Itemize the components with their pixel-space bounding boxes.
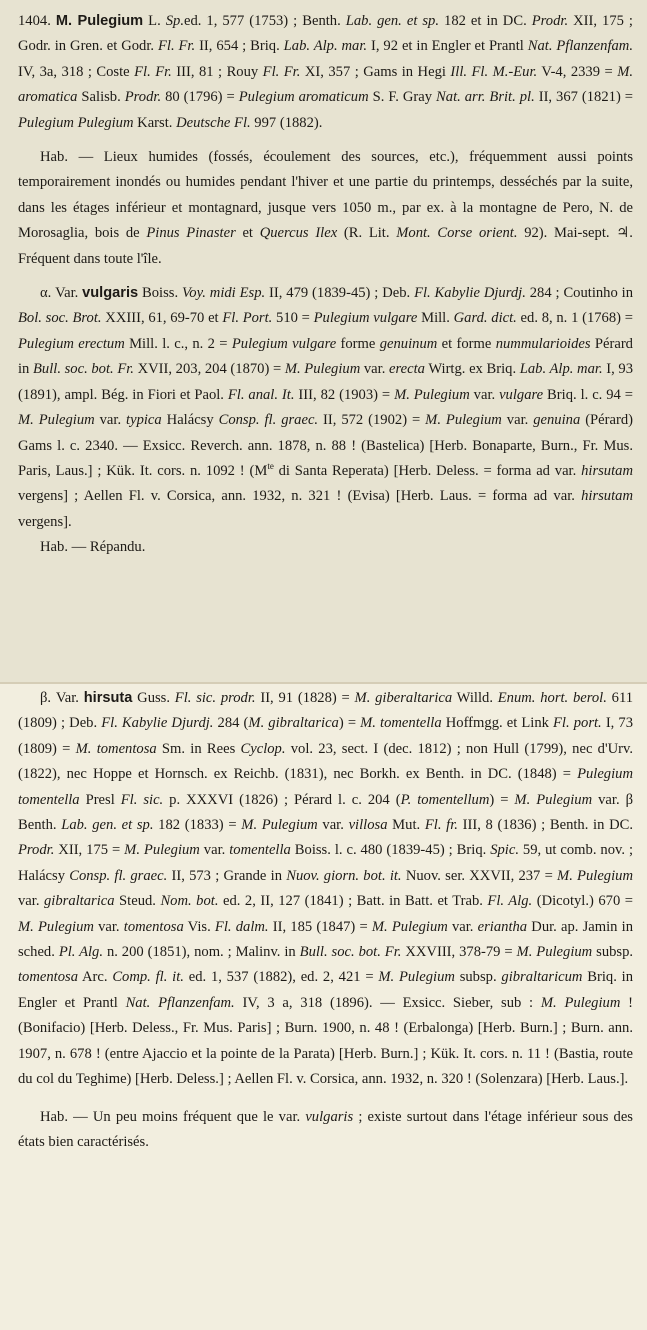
text-segment: IV, 3 a, 318 (1896). — Exsicc. Sieber, sub :: [234, 994, 541, 1011]
text-segment: β. Var.: [40, 690, 84, 706]
text-segment: M. Pulegium: [18, 918, 94, 935]
text-segment: Hab. — Un peu moins fréquent que le var.: [40, 1108, 306, 1125]
text-segment: II, 91 (1828) =: [255, 690, 355, 706]
variety-vulgaris-citation: [18, 281, 633, 535]
text-segment: I, 92 et in Engler et Prantl: [367, 38, 528, 55]
text-segment: Voy. midi Esp.: [181, 285, 266, 302]
text-segment: di Santa Reperata) [Herb. Deless. = forma ad var.: [273, 462, 582, 479]
text-segment: Bol. soc. Brot.: [18, 310, 102, 327]
text-segment: forme: [336, 335, 380, 352]
text-segment: III, 8 (1836) ; Benth. in DC.: [457, 817, 634, 834]
text-segment: ; existe surtout dans l'étage inférieur sous des états bien caractérisés.: [18, 1108, 633, 1150]
text-segment: Pinus Pinaster: [146, 225, 236, 242]
text-segment: var.: [469, 386, 500, 403]
variety-vulgaris-habitat: [18, 535, 633, 560]
text-segment: II, 367 (1821) =: [534, 89, 634, 106]
text-segment: Nuov. giorn. bot. it.: [286, 867, 402, 884]
text-segment: var.: [199, 842, 230, 859]
text-segment: L.: [143, 13, 166, 29]
text-segment: gibraltarica: [44, 893, 115, 910]
text-segment: Presl: [79, 791, 121, 808]
text-segment: M. Pulegium: [425, 412, 502, 429]
text-segment: M. Pulegium: [241, 817, 318, 834]
text-segment: M. giberaltarica: [354, 690, 453, 706]
text-segment: Nat. Pflanzenfam.: [125, 994, 235, 1011]
text-segment: M. aromatica: [18, 63, 634, 106]
text-segment: M. Pulegium: [557, 867, 633, 884]
text-segment: Pulegium erectum: [18, 335, 125, 352]
text-segment: I, 73 (1809) =: [18, 715, 634, 757]
text-segment: Nom. bot.: [160, 893, 219, 910]
text-segment: ) =: [489, 791, 515, 808]
text-segment: Vis.: [183, 918, 215, 935]
text-segment: M. Pulegium: [124, 842, 200, 859]
text-segment: V-4, 2339 =: [537, 63, 618, 80]
text-segment: II, 573 ; Grande in: [167, 867, 287, 884]
text-segment: Salisb.: [77, 89, 125, 106]
entry-1404-habitat: [18, 145, 633, 272]
text-segment: (Pérard) Gams l. c. 2340. — Exsicc. Reverch. ann. 1878, n. 88 ! (Bastelica) [Herb. Bonaparte, Burn., Fr. Mus. Paris, Laus.] ; Kük. It. cors. n. 1092 ! (M: [18, 412, 633, 479]
text-segment: ed. 2, II, 127 (1841) ; Batt. in Batt. et Trab.: [218, 893, 488, 910]
text-segment: Fl. Fr.: [262, 63, 301, 80]
text-segment: Consp. fl. graec.: [69, 867, 168, 884]
text-segment: XI, 357 ; Gams in Hegi: [300, 63, 451, 80]
text-segment: tomentosa: [123, 918, 184, 935]
text-segment: Nuov. ser. XXVII, 237 =: [401, 867, 558, 884]
text-segment: var.: [447, 918, 478, 935]
text-segment: Mut.: [387, 817, 425, 834]
text-segment: genuinum: [379, 335, 438, 352]
text-segment: Fl. Kabylie Djurdj.: [414, 285, 526, 302]
text-segment: 510 =: [272, 310, 314, 327]
text-segment: II, 654 ; Briq.: [195, 38, 284, 55]
text-segment: M. Pulegium: [514, 791, 593, 808]
text-segment: subsp.: [592, 944, 634, 961]
text-segment: tomentella: [229, 842, 291, 859]
text-segment: ed. 8, n. 1 (1768) =: [516, 310, 633, 327]
text-segment: 1404.: [18, 13, 56, 29]
text-segment: ) =: [338, 715, 361, 732]
text-segment: 997 (1882).: [250, 114, 323, 131]
text-segment: Fl. port.: [553, 715, 602, 732]
text-segment: Sp.: [165, 13, 184, 29]
text-segment: Halácsy: [161, 412, 219, 429]
text-segment: 80 (1796) =: [161, 89, 239, 106]
section-lower: [0, 682, 647, 1330]
text-segment: III, 82 (1903) =: [294, 386, 395, 403]
text-segment: Boiss.: [138, 285, 182, 302]
text-segment: Fl. sic. prodr.: [174, 690, 256, 706]
text-segment: Consp. fl. graec.: [218, 412, 319, 429]
text-segment: ed. 1, 537 (1882), ed. 2, 421 =: [183, 969, 379, 986]
text-segment: vulgaris: [305, 1108, 354, 1125]
text-segment: II, 572 (1902) =: [318, 412, 426, 429]
text-segment: vulgaris: [82, 285, 139, 302]
text-segment: Gard. dict.: [453, 310, 517, 327]
text-segment: var.: [18, 893, 44, 910]
text-segment: M. Pulegium: [540, 994, 621, 1011]
text-segment: M. Pulegium: [284, 361, 361, 378]
text-segment: vulgare: [499, 386, 544, 403]
text-segment: Briq. l. c. 94 =: [543, 386, 633, 403]
text-segment: subsp.: [454, 969, 502, 986]
text-segment: Pérard in: [18, 335, 633, 378]
text-segment: te: [267, 461, 274, 472]
variety-hirsuta-habitat: [18, 1105, 633, 1156]
text-segment: P. tomentellum: [400, 791, 490, 808]
text-segment: Lab. Alp. mar.: [283, 38, 368, 55]
text-segment: var.: [501, 412, 534, 429]
text-segment: 182 et in DC.: [439, 13, 532, 29]
text-segment: vergens].: [18, 513, 72, 530]
text-segment: Mill. l. c., n. 2 =: [124, 335, 232, 352]
text-segment: var.: [94, 412, 127, 429]
text-segment: II, 185 (1847) =: [268, 918, 372, 935]
text-segment: Willd.: [452, 690, 498, 706]
text-segment: XII, 175 ; Godr. in Gren. et Godr.: [18, 13, 633, 55]
text-segment: Wirtg. ex Briq.: [424, 361, 520, 378]
text-segment: Pl. Alg.: [58, 944, 104, 961]
text-segment: Lab. Alp. mar.: [519, 361, 603, 378]
text-segment: Karst.: [133, 114, 177, 131]
text-segment: nummularioides: [495, 335, 591, 352]
text-segment: var. β Benth.: [18, 791, 633, 834]
text-segment: Pulegium vulgare: [313, 310, 418, 327]
text-segment: n. 200 (1851), nom. ; Malinv. in: [103, 944, 300, 961]
text-segment: p. XXXVI (1826) ; Pérard l. c. 204 (: [163, 791, 401, 808]
text-segment: XVII, 203, 204 (1870) =: [133, 361, 285, 378]
text-segment: typica: [126, 412, 162, 429]
text-segment: Hab. — Lieux humides (fossés, écoulement des sources, etc.), fréquemment aussi points temporairement inondés ou humides pendant l'hiver et une partie du printemps, desséchés par la suite, dans les étages inférieur et montagnard, jusque vers 1050 m., par ex. à la montagne de Pero, N. de Morosaglia, bois de: [18, 149, 633, 242]
text-segment: Briq. in Engler et Prantl: [18, 969, 633, 1011]
text-segment: (Dicotyl.) 670 =: [532, 893, 633, 910]
text-segment: Fl. Fr.: [134, 63, 172, 80]
text-segment: Bull. soc. bot. Fr.: [33, 361, 134, 378]
text-segment: Sm. in Rees: [156, 740, 241, 757]
text-segment: Fl. fr.: [424, 817, 458, 834]
text-segment: II, 479 (1839-45) ; Deb.: [265, 285, 415, 302]
text-segment: ! (Bonifacio) [Herb. Deless., Fr. Mus. Paris] ; Burn. 1900, n. 48 ! (Erbalonga) [Herb. Burn.] ; Burn. ann. 1907, n. 678 ! (entre Ajaccio et la pointe de la Parata) [Herb. Burn.] ; Kük. It. cors. n. 11 ! (Bastia, route du col du Teghime) [Herb. Deless.] ; Aellen Fl. v. Corsica, ann. 1932, n. 320 ! (Solenzara) [Herb. Laus.].: [18, 994, 633, 1088]
text-segment: Prodr.: [124, 89, 162, 106]
text-segment: hirsutam: [581, 488, 633, 505]
text-segment: Arc.: [78, 969, 113, 986]
text-segment: Lab. gen. et sp.: [345, 13, 440, 29]
text-segment: M. Pulegium: [371, 918, 448, 935]
text-segment: Hoffmgg. et Link: [441, 715, 554, 732]
text-segment: Pulegium Pulegium: [18, 114, 134, 131]
text-segment: Fl. Fr.: [157, 38, 196, 55]
text-segment: Dur. ap. Jamin in sched.: [18, 918, 634, 961]
text-segment: XXIII, 61, 69-70 et: [101, 310, 223, 327]
text-segment: Nat. arr. Brit. pl.: [436, 89, 535, 106]
text-segment: eriantha: [477, 918, 528, 935]
text-segment: et forme: [437, 335, 496, 352]
text-segment: M. Pulegium: [394, 386, 470, 403]
text-segment: Comp. fl. it.: [112, 969, 184, 986]
text-segment: Steud.: [114, 893, 161, 910]
text-segment: M. Pulegium: [55, 13, 144, 29]
text-segment: erecta: [389, 361, 425, 378]
text-segment: Pulegium tomentella: [18, 766, 633, 808]
text-segment: Mill.: [417, 310, 454, 327]
text-segment: 284 (: [213, 715, 249, 732]
text-segment: hirsuta: [83, 690, 133, 706]
text-segment: S. F. Gray: [368, 89, 437, 106]
text-segment: et: [235, 225, 260, 242]
text-segment: Prodr.: [18, 842, 55, 859]
variety-hirsuta-citation: [18, 686, 633, 1093]
text-segment: Hab. — Répandu.: [40, 539, 146, 556]
text-segment: XII, 175 =: [54, 842, 125, 859]
text-segment: IV, 3a, 318 ; Coste: [18, 63, 135, 80]
entry-1404-citation: [18, 9, 633, 136]
text-segment: Pulegium vulgare: [231, 335, 337, 352]
text-segment: 182 (1833) =: [153, 817, 242, 834]
text-segment: Nat. Pflanzenfam.: [527, 38, 633, 55]
text-segment: 92). Mai-sept. ♃. Fréquent dans toute l'île.: [18, 225, 633, 267]
text-segment: ed. 1, 577 (1753) ; Benth.: [183, 13, 346, 29]
text-segment: Ill. Fl. M.-Eur.: [450, 63, 538, 80]
text-segment: Lab. gen. et sp.: [61, 817, 154, 834]
text-segment: M. Pulegium: [516, 944, 593, 961]
text-segment: M. Pulegium: [18, 412, 95, 429]
text-segment: M. gibraltarica: [248, 715, 339, 732]
text-segment: Prodr.: [531, 13, 569, 29]
text-segment: Cyclop.: [240, 740, 286, 757]
text-segment: 611 (1809) ; Deb.: [18, 690, 634, 732]
text-segment: Deutsche Fl.: [176, 114, 251, 131]
text-segment: var.: [360, 361, 390, 378]
text-segment: var.: [317, 817, 349, 834]
text-segment: Boiss. l. c. 480 (1839-45) ; Briq.: [290, 842, 491, 859]
text-segment: Fl. anal. It.: [227, 386, 295, 403]
text-segment: Mont. Corse orient.: [396, 225, 518, 242]
text-segment: M. tomentosa: [75, 740, 157, 757]
text-segment: Spic.: [490, 842, 519, 859]
text-segment: hirsutam: [581, 462, 633, 479]
text-segment: villosa: [348, 817, 388, 834]
text-segment: α. Var.: [40, 285, 83, 302]
text-segment: vergens] ; Aellen Fl. v. Corsica, ann. 1932, n. 321 ! (Evisa) [Herb. Laus. = forma ad var.: [18, 488, 582, 505]
text-segment: vol. 23, sect. I (dec. 1812) ; non Hull (1799), nec d'Urv. (1822), nec Hoppe et Hornsch. ex Reichb. (1831), nec Borkh. ex Benth. in DC. (1848) =: [18, 740, 633, 783]
text-segment: Fl. sic.: [120, 791, 164, 808]
text-segment: Fl. Port.: [222, 310, 273, 327]
text-segment: Fl. Alg.: [487, 893, 533, 910]
text-segment: III, 81 ; Rouy: [171, 63, 263, 80]
text-segment: I, 93 (1891), ampl. Bég. in Fiori et Paol.: [18, 361, 634, 403]
text-segment: tomentosa: [18, 969, 78, 986]
text-segment: 59, ut comb. nov. ; Halácsy: [18, 842, 634, 884]
text-segment: Bull. soc. bot. Fr.: [299, 944, 402, 961]
text-segment: M. Pulegium: [378, 969, 455, 986]
text-segment: Guss.: [132, 690, 175, 706]
text-segment: gibraltaricum: [501, 969, 583, 986]
text-segment: var.: [93, 918, 124, 935]
text-segment: Enum. hort. berol.: [497, 690, 607, 706]
text-segment: Fl. dalm.: [214, 918, 269, 935]
text-segment: M. tomentella: [360, 715, 442, 732]
text-segment: Pulegium aromaticum: [238, 89, 369, 106]
text-segment: (R. Lit.: [337, 225, 397, 242]
text-segment: Quercus Ilex: [259, 225, 338, 242]
text-segment: Fl. Kabylie Djurdj.: [101, 715, 214, 732]
text-segment: XXVIII, 378-79 =: [401, 944, 517, 961]
text-segment: genuina: [533, 412, 581, 429]
text-segment: 284 ; Coutinho in: [525, 285, 633, 302]
